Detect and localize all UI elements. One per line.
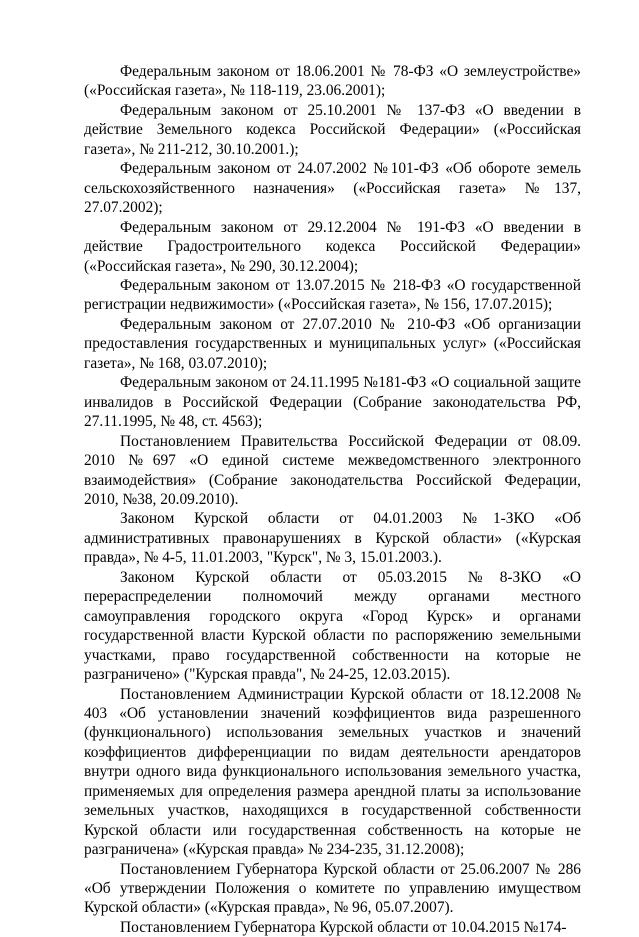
paragraph-resolution-697: Постановлением Правительства Российской Федерации от 08.09. 2010 №697 «О единой системе межведомственного электронного взаимодействия» (Собрание законодательства Российской Федерации, 2010, №38, 20.09.2010).	[84, 432, 581, 508]
paragraph-resolution-403: Постановлением Администрации Курской области от 18.12.2008 № 403 «Об установлении значений коэффициентов вида разрешенного (функционального) использования земельных участков и значений коэффициентов дифференциации по видам деятельности арендаторов внутри одного вида функционального использования земельного участка, применяемых для определения размера арендной платы за использование земельных участков, находящихся в государственной собственности Курской области или государственная собственность на которые не разграничена» («Курская правда» № 234-235, 31.12.2008);	[84, 685, 581, 859]
paragraph-fz-78: Федеральным законом от 18.06.2001 № 78-ФЗ «О землеустройстве» («Российская газета», № 118-119, 23.06.2001);	[84, 63, 581, 100]
paragraph-law-1-zko: Законом Курской области от 04.01.2003 №1-ЗКО «Об административных правонарушениях в Курской области» («Курская правда», № 4-5, 11.01.2003, "Курск", № 3, 15.01.2003.).	[84, 510, 581, 567]
paragraph-fz-137: Федеральным законом от 25.10.2001 № 137-ФЗ «О введении в действие Земельного кодекса Российской Федерации» («Российская газета», № 211-212, 30.10.2001.);	[84, 101, 581, 158]
paragraph-resolution-174: Постановлением Губернатора Курской области от 10.04.2015 №174-	[120, 918, 567, 936]
paragraph-fz-210: Федеральным законом от 27.07.2010 № 210-ФЗ «Об организации предоставления государственных и муниципальных услуг» («Российская газета», № 168, 03.07.2010);	[84, 315, 581, 372]
paragraph-fz-218: Федеральным законом от 13.07.2015 № 218-ФЗ «О государственной регистрации недвижимости» («Российская газета», № 156, 17.07.2015);	[84, 276, 581, 314]
paragraph-fz-101: Федеральным законом от 24.07.2002 №101-ФЗ «Об обороте земель сельскохозяйственного назначения» («Российская газета» №137, 27.07.2002);	[84, 160, 581, 217]
paragraph-fz-181: Федеральным законом от 24.11.1995 №181-ФЗ «О социальной защите инвалидов в Российской Федерации (Собрание законодательства РФ, 27.11.1995, № 48, ст. 4563);	[84, 374, 581, 431]
paragraph-resolution-286: Постановлением Губернатора Курской области от 25.06.2007 № 286 «Об утверждении Положения о комитете по управлению имуществом Курской области» («Курская правда», № 96, 05.07.2007).	[84, 860, 581, 917]
paragraph-law-8-zko: Законом Курской области от 05.03.2015 №8-ЗКО «О перераспределении полномочий между органами местного самоуправления городского округа «Город Курск» и органами государственной власти Курской области по распоряжению земельными участками, право государственной собственности на которые не разграничено» ("Курская правда", № 24-25, 12.03.2015).	[84, 568, 581, 684]
paragraph-fz-191: Федеральным законом от 29.12.2004 № 191-ФЗ «О введении в действие Градостроительного кодекса Российской Федерации» («Российская газета», № 290, 30.12.2004);	[84, 218, 581, 275]
